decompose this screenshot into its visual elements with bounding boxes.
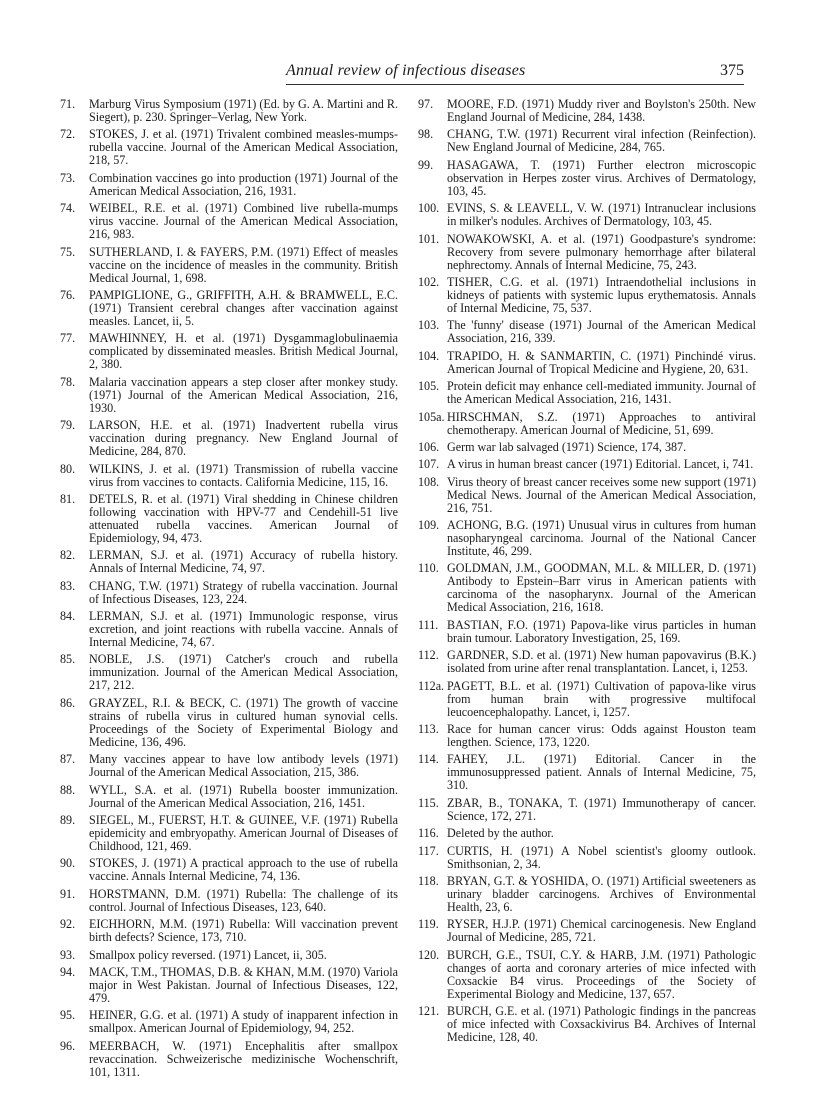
reference-number: 102. [418, 274, 440, 289]
reference-text: Protein deficit may enhance cell-mediated immunity. Journal of the American Medical Association, 216, 1431. [447, 379, 756, 407]
reference-text: Combination vaccines go into production (1971) Journal of the American Medical Association, 216, 1931. [89, 170, 398, 198]
reference-text: STOKES, J. et al. (1971) Trivalent combined measles-mumps-rubella vaccine. Journal of the American Medical Association, 218, 57. [89, 127, 398, 168]
reference-text: PAMPIGLIONE, G., GRIFFITH, A.H. & BRAMWELL, E.C. (1971) Transient cerebral changes after vaccination against measles. Lancet, ii, 5. [89, 287, 398, 328]
reference-item [418, 562, 756, 614]
reference-number: 108. [418, 474, 440, 489]
reference-text: Race for human cancer virus: Odds against Houston team lengthen. Science, 173, 1220. [447, 722, 756, 750]
reference-number: 78. [60, 374, 76, 389]
reference-text: Malaria vaccination appears a step closer after monkey study. (1971) Journal of the American Medical Association, 216, 1930. [89, 374, 398, 415]
reference-text: WEIBEL, R.E. et al. (1971) Combined live rubella-mumps virus vaccine. Journal of the American Medical Association, 216, 983. [89, 201, 398, 242]
running-title: Annual review of infectious diseases [286, 62, 526, 79]
reference-item [60, 814, 398, 853]
reference-item [60, 918, 398, 944]
reference-text: HASAGAWA, T. (1971) Further electron microscopic observation in Herpes zoster virus. Archives of Dermatology, 103, 45. [447, 157, 756, 198]
reference-number: 103. [418, 318, 440, 333]
reference-text: SIEGEL, M., FUERST, H.T. & GUINEE, V.F. (1971) Rubella epidemicity and embryopathy. American Journal of Diseases of Childhood, 121, 469. [89, 813, 398, 854]
reference-number: 112a. [418, 678, 445, 693]
reference-number: 98. [418, 127, 434, 142]
reference-text: DETELS, R. et al. (1971) Viral shedding in Chinese children following vaccination with HPV-77 and Cendehill-51 live attenuated rubella vaccines. American Journal of Epidemiology, 94, 473. [89, 491, 398, 545]
reference-number: 97. [418, 97, 434, 111]
reference-number: 106. [418, 439, 440, 454]
reference-item [60, 332, 398, 371]
reference-item [60, 98, 398, 124]
reference-number: 95. [60, 1008, 76, 1023]
reference-text: LARSON, H.E. et al. (1971) Inadvertent rubella virus vaccination during pregnancy. New England Journal of Medicine, 284, 870. [89, 418, 398, 459]
reference-item [418, 380, 756, 406]
reference-text: MOORE, F.D. (1971) Muddy river and Boylston's 250th. New England Journal of Medicine, 284, 1438. [447, 97, 756, 124]
reference-text: BURCH, G.E., TSUI, C.Y. & HARB, J.M. (1971) Pathologic changes of aorta and coronary arteries of mice infected with Coxsackie B4 virus. Proceedings of the Society of Experimental Biology and Medicine, 137, 657. [447, 947, 756, 1001]
reference-item [60, 289, 398, 328]
reference-text: TISHER, C.G. et al. (1971) Intraendothelial inclusions in kidneys of patients with systemic lupus erythematosis. Annals of Internal Medicine, 75, 537. [447, 274, 756, 315]
reference-text: GRAYZEL, R.I. & BECK, C. (1971) The growth of vaccine strains of rubella virus in cultured human synovial cells. Proceedings of the Society of Experimental Biology and Medicine, 136, 496. [89, 695, 398, 749]
reference-item [60, 753, 398, 779]
reference-number: 90. [60, 856, 76, 871]
reference-text: SUTHERLAND, I. & FAYERS, P.M. (1971) Effect of measles vaccine on the incidence of measles in the community. British Medical Journal, 1, 698. [89, 244, 398, 285]
reference-number: 83. [60, 578, 76, 593]
reference-item [60, 172, 398, 198]
reference-text: LERMAN, S.J. et al. (1971) Immunologic response, virus excretion, and joint reactions with rubella vaccine. Annals of Internal Medicine, 74, 67. [89, 609, 398, 650]
reference-number: 81. [60, 491, 76, 506]
reference-item [418, 949, 756, 1001]
reference-text: FAHEY, J.L. (1971) Editorial. Cancer in the immunosuppressed patient. Annals of Internal Medicine, 75, 310. [447, 752, 756, 793]
reference-text: A virus in human breast cancer (1971) Editorial. Lancet, i, 741. [447, 457, 754, 472]
reference-item [418, 797, 756, 823]
reference-item [60, 610, 398, 649]
reference-number: 77. [60, 331, 76, 346]
reference-number: 118. [418, 873, 439, 888]
reference-text: HORSTMANN, D.M. (1971) Rubella: The challenge of its control. Journal of Infectious Diseases, 123, 640. [89, 886, 398, 914]
reference-number: 87. [60, 752, 76, 767]
reference-number: 74. [60, 201, 76, 216]
reference-item [418, 458, 756, 471]
reference-number: 93. [60, 947, 76, 962]
reference-item [60, 493, 398, 545]
reference-text: Germ war lab salvaged (1971) Science, 174, 387. [447, 439, 687, 454]
reference-number: 94. [60, 964, 76, 979]
reference-number: 73. [60, 170, 76, 185]
page-number: 375 [720, 62, 744, 79]
reference-item [60, 653, 398, 692]
reference-text: WILKINS, J. et al. (1971) Transmission of rubella vaccine virus from vaccines to contacts. California Medicine, 115, 16. [89, 461, 398, 489]
reference-item [60, 697, 398, 749]
reference-text: MAWHINNEY, H. et al. (1971) Dysgammaglobulinaemia complicated by disseminated measles. British Medical Journal, 2, 380. [89, 331, 398, 372]
reference-item [60, 888, 398, 914]
reference-text: ZBAR, B., TONAKA, T. (1971) Immunotherapy of cancer. Science, 172, 271. [447, 795, 756, 823]
reference-number: 105a. [418, 409, 445, 424]
reference-text: PAGETT, B.L. et al. (1971) Cultivation of papova-like virus from human brain with progressive multifocal leucoencephalopathy. Lancet, i, 1257. [447, 678, 756, 719]
reference-item [418, 350, 756, 376]
reference-item [418, 753, 756, 792]
reference-number: 96. [60, 1038, 76, 1053]
reference-item [418, 233, 756, 272]
reference-text: Deleted by the author. [447, 826, 554, 841]
reference-item [60, 463, 398, 489]
reference-text: GARDNER, S.D. et al. (1971) New human papovavirus (B.K.) isolated from urine after renal transplantation. Lancet, i, 1253. [447, 648, 756, 676]
reference-item [60, 128, 398, 167]
reference-number: 101. [418, 231, 440, 246]
reference-text: HEINER, G.G. et al. (1971) A study of inapparent infection in smallpox. American Journal of Epidemiology, 94, 252. [89, 1008, 398, 1036]
reference-number: 88. [60, 782, 76, 797]
reference-item [418, 519, 756, 558]
reference-item [418, 128, 756, 154]
reference-number: 114. [418, 752, 439, 767]
reference-number: 107. [418, 457, 440, 472]
reference-text: BASTIAN, F.O. (1971) Papova-like virus particles in human brain tumour. Laboratory Investigation, 25, 169. [447, 617, 756, 645]
reference-text: Many vaccines appear to have low antibody levels (1971) Journal of the American Medical Association, 215, 386. [89, 752, 398, 780]
reference-item [60, 419, 398, 458]
reference-number: 110. [418, 561, 439, 576]
reference-number: 84. [60, 609, 76, 624]
reference-item [418, 619, 756, 645]
reference-number: 119. [418, 917, 439, 932]
reference-column-left [60, 98, 398, 1083]
reference-item [418, 827, 756, 840]
reference-item [418, 441, 756, 454]
reference-number: 79. [60, 418, 76, 433]
reference-number: 76. [60, 287, 76, 302]
reference-text: BURCH, G.E. et al. (1971) Pathologic findings in the pancreas of mice infected with Coxsackivirus B4. Archives of Internal Medicine, 128, 40. [447, 1004, 756, 1045]
reference-item [60, 1009, 398, 1035]
reference-number: 111. [418, 617, 439, 632]
reference-item [418, 202, 756, 228]
reference-item [60, 202, 398, 241]
reference-item [60, 949, 398, 962]
reference-item [418, 276, 756, 315]
header-rule [286, 84, 744, 85]
reference-item [60, 580, 398, 606]
reference-number: 92. [60, 917, 76, 932]
reference-text: STOKES, J. (1971) A practical approach to the use of rubella vaccine. Annals Internal Medicine, 74, 136. [89, 856, 398, 884]
reference-text: HIRSCHMAN, S.Z. (1971) Approaches to antiviral chemotherapy. American Journal of Medicine, 51, 699. [447, 409, 756, 437]
reference-number: 109. [418, 518, 440, 533]
reference-item [60, 549, 398, 575]
reference-item [418, 476, 756, 515]
reference-number: 91. [60, 886, 76, 901]
reference-item [418, 159, 756, 198]
reference-item [418, 319, 756, 345]
reference-text: CHANG, T.W. (1971) Strategy of rubella vaccination. Journal of Infectious Diseases, 123, 224. [89, 578, 398, 606]
reference-number: 121. [418, 1004, 440, 1019]
reference-number: 72. [60, 127, 76, 142]
reference-text: Marburg Virus Symposium (1971) (Ed. by G. A. Martini and R. Siegert), p. 230. Springer–Verlag, New York. [89, 97, 398, 124]
reference-item [60, 784, 398, 810]
reference-item [418, 845, 756, 871]
reference-number: 113. [418, 722, 439, 737]
reference-number: 116. [418, 826, 439, 841]
reference-text: MACK, T.M., THOMAS, D.B. & KHAN, M.M. (1970) Variola major in West Pakistan. Journal of Infectious Diseases, 122, 479. [89, 964, 398, 1005]
reference-item [60, 857, 398, 883]
reference-text: MEERBACH, W. (1971) Encephalitis after smallpox revaccination. Schweizerische medizinische Wochenschrift, 101, 1311. [89, 1038, 398, 1079]
reference-number: 117. [418, 843, 439, 858]
reference-text: Smallpox policy reversed. (1971) Lancet, ii, 305. [89, 947, 327, 962]
reference-text: The 'funny' disease (1971) Journal of the American Medical Association, 216, 339. [447, 318, 756, 346]
reference-text: TRAPIDO, H. & SANMARTIN, C. (1971) Pinchindé virus. American Journal of Tropical Medicine and Hygiene, 20, 631. [447, 348, 756, 376]
reference-number: 100. [418, 201, 440, 216]
reference-text: NOWAKOWSKI, A. et al. (1971) Goodpasture's syndrome: Recovery from severe pulmonary hemorrhage after bilateral nephrectomy. Annals of Internal Medicine, 75, 243. [447, 231, 756, 272]
reference-number: 75. [60, 244, 76, 259]
reference-item [60, 1040, 398, 1079]
reference-number: 115. [418, 795, 439, 810]
reference-item [60, 966, 398, 1005]
reference-text: Virus theory of breast cancer receives some new support (1971) Medical News. Journal of the American Medical Association, 216, 751. [447, 474, 756, 515]
reference-text: WYLL, S.A. et al. (1971) Rubella booster immunization. Journal of the American Medical Association, 216, 1451. [89, 782, 398, 810]
reference-item [418, 680, 756, 719]
reference-item [60, 376, 398, 415]
reference-number: 112. [418, 648, 439, 663]
running-header [80, 62, 744, 88]
reference-number: 105. [418, 379, 440, 394]
reference-text: LERMAN, S.J. et al. (1971) Accuracy of rubella history. Annals of Internal Medicine, 74, 97. [89, 548, 398, 576]
reference-item [418, 98, 756, 124]
reference-number: 99. [418, 157, 434, 172]
reference-number: 80. [60, 461, 76, 476]
reference-text: CURTIS, H. (1971) A Nobel scientist's gloomy outlook. Smithsonian, 2, 34. [447, 843, 756, 871]
reference-column-right [418, 98, 756, 1049]
reference-number: 71. [60, 97, 76, 111]
reference-text: NOBLE, J.S. (1971) Catcher's crouch and rubella immunization. Journal of the American Medical Association, 217, 212. [89, 652, 398, 693]
reference-item [418, 411, 756, 437]
reference-text: EVINS, S. & LEAVELL, V. W. (1971) Intranuclear inclusions in milker's nodules. Archives of Dermatology, 103, 45. [447, 201, 756, 229]
reference-item [418, 649, 756, 675]
reference-item [418, 1005, 756, 1044]
reference-number: 86. [60, 695, 76, 710]
reference-number: 85. [60, 652, 76, 667]
reference-item [418, 723, 756, 749]
reference-text: EICHHORN, M.M. (1971) Rubella: Will vaccination prevent birth defects? Science, 173, 710. [89, 917, 398, 945]
reference-item [60, 246, 398, 285]
reference-text: ACHONG, B.G. (1971) Unusual virus in cultures from human nasopharyngeal carcinoma. Journal of the National Cancer Institute, 46, 299. [447, 518, 756, 559]
reference-number: 120. [418, 947, 440, 962]
reference-number: 82. [60, 548, 76, 563]
reference-item [418, 875, 756, 914]
reference-item [418, 918, 756, 944]
reference-text: RYSER, H.J.P. (1971) Chemical carcinogenesis. New England Journal of Medicine, 285, 721. [447, 917, 756, 945]
reference-number: 89. [60, 813, 76, 828]
reference-text: CHANG, T.W. (1971) Recurrent viral infection (Reinfection). New England Journal of Medicine, 284, 765. [447, 127, 756, 155]
reference-number: 104. [418, 348, 440, 363]
reference-text: GOLDMAN, J.M., GOODMAN, M.L. & MILLER, D. (1971) Antibody to Epstein–Barr virus in American patients with carcinoma of the nasopharynx. Journal of the American Medical Association, 216, 1618. [447, 561, 756, 615]
reference-text: BRYAN, G.T. & YOSHIDA, O. (1971) Artificial sweeteners as urinary bladder carcinogens. Archives of Environmental Health, 23, 6. [447, 873, 756, 914]
